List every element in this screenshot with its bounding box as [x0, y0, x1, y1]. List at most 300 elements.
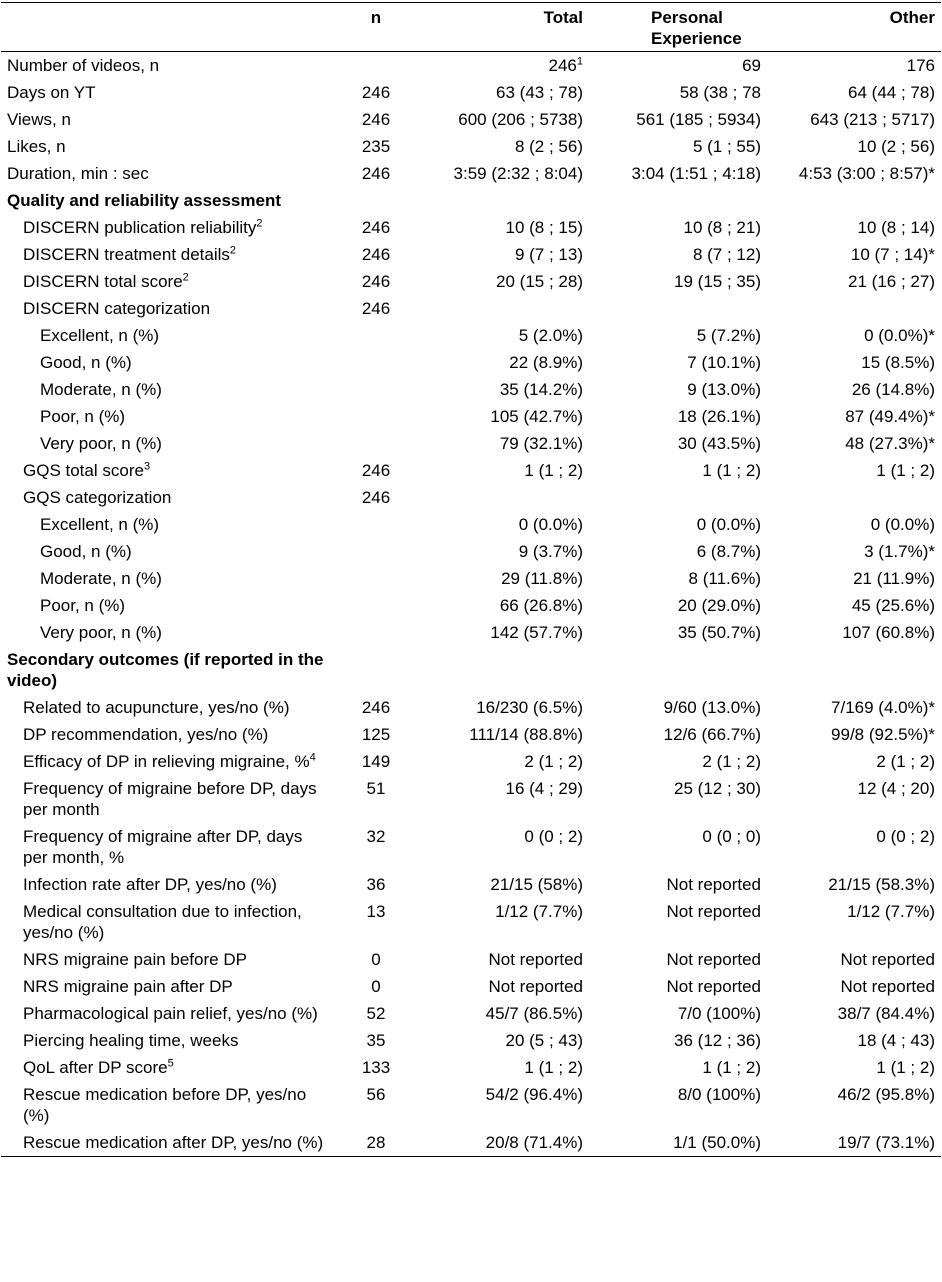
row-label-text: Good, n (%) — [40, 353, 132, 372]
cell-other — [767, 871, 941, 898]
cell-total — [419, 871, 589, 898]
cell-personal-experience — [589, 79, 767, 106]
row-label — [1, 268, 333, 295]
cell-total — [419, 106, 589, 133]
cell-n — [333, 187, 419, 214]
row-label-text: Poor, n (%) — [40, 596, 126, 615]
table-row — [1, 619, 941, 646]
table-row — [1, 1054, 941, 1081]
cell-other — [767, 1000, 941, 1027]
cell-other — [767, 430, 941, 457]
table-row — [1, 349, 941, 376]
row-label-text: DISCERN total score — [23, 272, 183, 291]
cell-total-value: 0 (0.0%) — [518, 515, 583, 534]
cell-personal-experience — [589, 538, 767, 565]
cell-personal-experience — [589, 775, 767, 823]
cell-personal-experience-value: 3:04 (1:51 ; 4:18) — [631, 164, 761, 183]
row-label — [1, 538, 333, 565]
cell-n — [333, 775, 419, 823]
cell-n — [333, 52, 419, 80]
table-row — [1, 403, 941, 430]
cell-total-value: 0 (0 ; 2) — [524, 827, 583, 846]
cell-other — [767, 748, 941, 775]
cell-personal-experience-value: 19 (15 ; 35) — [674, 272, 761, 291]
cell-other — [767, 898, 941, 946]
cell-other — [767, 1129, 941, 1157]
cell-total-value: 5 (2.0%) — [518, 326, 583, 345]
cell-total-value: 111/14 (88.8%) — [469, 725, 583, 744]
cell-total-value: 10 (8 ; 15) — [505, 218, 583, 237]
cell-personal-experience-value: 36 (12 ; 36) — [674, 1031, 761, 1050]
cell-other-value: 46/2 (95.8%) — [837, 1085, 935, 1104]
header-total: Total — [543, 8, 583, 27]
cell-other — [767, 565, 941, 592]
cell-total — [419, 1027, 589, 1054]
cell-n — [333, 322, 419, 349]
cell-personal-experience-value: 25 (12 ; 30) — [674, 779, 761, 798]
row-label-text: DP recommendation, yes/no (%) — [23, 725, 269, 744]
cell-other-value: 2 (1 ; 2) — [876, 752, 935, 771]
cell-personal-experience — [589, 376, 767, 403]
cell-n-value: 13 — [366, 902, 386, 921]
cell-other — [767, 775, 941, 823]
footnote-marker: 2 — [182, 271, 189, 284]
row-label — [1, 871, 333, 898]
cell-personal-experience-value: 18 (26.1%) — [677, 407, 761, 426]
table-row — [1, 376, 941, 403]
cell-n — [333, 898, 419, 946]
row-label — [1, 946, 333, 973]
cell-n — [333, 871, 419, 898]
cell-personal-experience — [589, 322, 767, 349]
cell-total — [419, 748, 589, 775]
cell-other — [767, 538, 941, 565]
cell-n — [333, 823, 419, 871]
row-label — [1, 214, 333, 241]
cell-total — [419, 295, 589, 322]
cell-other-value: 0 (0.0%)* — [864, 326, 935, 345]
cell-other-value: 21 (11.9%) — [853, 569, 935, 588]
cell-other-value: 99/8 (92.5%)* — [831, 725, 935, 744]
cell-n-value: 246 — [361, 83, 391, 102]
cell-n-value: 52 — [366, 1004, 386, 1023]
cell-other-value: 48 (27.3%)* — [845, 434, 935, 453]
cell-total — [419, 538, 589, 565]
cell-personal-experience-value: 9/60 (13.0%) — [663, 698, 761, 717]
cell-other-value: 21/15 (58.3%) — [828, 875, 935, 894]
cell-personal-experience-value: 35 (50.7%) — [677, 623, 761, 642]
cell-n — [333, 349, 419, 376]
row-label-text: Quality and reliability assessment — [7, 191, 282, 210]
cell-n — [333, 511, 419, 538]
cell-other — [767, 79, 941, 106]
cell-n — [333, 538, 419, 565]
cell-n — [333, 565, 419, 592]
cell-n — [333, 1000, 419, 1027]
cell-n — [333, 946, 419, 973]
header-personal-experience: Personal Experience — [651, 8, 742, 48]
cell-other-value: Not reported — [840, 950, 935, 969]
row-label-text: Duration, min : sec — [7, 164, 149, 183]
table-row — [1, 898, 941, 946]
row-label-text: DISCERN publication reliability — [23, 218, 257, 237]
row-label — [1, 241, 333, 268]
cell-other — [767, 187, 941, 214]
row-label — [1, 430, 333, 457]
cell-total — [419, 973, 589, 1000]
cell-personal-experience-value: Not reported — [666, 950, 761, 969]
cell-total — [419, 430, 589, 457]
cell-personal-experience — [589, 187, 767, 214]
table-row — [1, 538, 941, 565]
cell-n-value: 51 — [366, 779, 386, 798]
row-label-text: Infection rate after DP, yes/no (%) — [23, 875, 277, 894]
cell-total-value: 79 (32.1%) — [499, 434, 583, 453]
cell-personal-experience-value: 9 (13.0%) — [687, 380, 761, 399]
cell-total-value: 29 (11.8%) — [501, 569, 583, 588]
row-label — [1, 1000, 333, 1027]
row-label-text: Very poor, n (%) — [40, 434, 162, 453]
cell-personal-experience — [589, 1054, 767, 1081]
cell-total — [419, 187, 589, 214]
cell-n-value: 0 — [371, 977, 381, 996]
row-label-text: Secondary outcomes (if reported in the video) — [7, 650, 324, 690]
cell-personal-experience — [589, 1027, 767, 1054]
cell-n-value: 125 — [361, 725, 391, 744]
cell-n — [333, 79, 419, 106]
cell-personal-experience — [589, 871, 767, 898]
cell-n-value: 36 — [366, 875, 386, 894]
cell-personal-experience — [589, 823, 767, 871]
cell-n — [333, 214, 419, 241]
cell-total — [419, 133, 589, 160]
row-label-text: Poor, n (%) — [40, 407, 126, 426]
row-label — [1, 748, 333, 775]
cell-total — [419, 52, 589, 80]
table-row — [1, 268, 941, 295]
table-body — [1, 52, 941, 1157]
cell-n — [333, 484, 419, 511]
cell-n-value: 56 — [366, 1085, 386, 1104]
cell-other-value: 15 (8.5%) — [861, 353, 935, 372]
table-row — [1, 592, 941, 619]
cell-other-value: 12 (4 ; 20) — [857, 779, 935, 798]
cell-total-value: Not reported — [488, 977, 583, 996]
section-title — [1, 187, 333, 214]
cell-other — [767, 1054, 941, 1081]
table-row — [1, 511, 941, 538]
footnote-marker: 4 — [309, 751, 316, 764]
cell-other-value: 3 (1.7%)* — [864, 542, 935, 561]
row-label-text: Frequency of migraine before DP, days per month — [23, 779, 317, 819]
cell-total — [419, 646, 589, 694]
cell-other — [767, 349, 941, 376]
cell-personal-experience-value: 6 (8.7%) — [696, 542, 761, 561]
row-label-text: Efficacy of DP in relieving migraine, % — [23, 752, 310, 771]
cell-n — [333, 973, 419, 1000]
cell-total — [419, 1081, 589, 1129]
row-label-text: Related to acupuncture, yes/no (%) — [23, 698, 290, 717]
cell-other-value: 4:53 (3:00 ; 8:57)* — [798, 164, 935, 183]
cell-other-value: 643 (213 ; 5717) — [810, 110, 935, 129]
cell-personal-experience — [589, 484, 767, 511]
table-row — [1, 946, 941, 973]
cell-personal-experience-value: 561 (185 ; 5934) — [636, 110, 761, 129]
row-label — [1, 295, 333, 322]
footnote-marker: 3 — [143, 460, 151, 473]
cell-personal-experience — [589, 430, 767, 457]
cell-total — [419, 403, 589, 430]
row-label — [1, 898, 333, 946]
cell-total-value: 20 (5 ; 43) — [505, 1031, 583, 1050]
cell-total — [419, 79, 589, 106]
row-label — [1, 1054, 333, 1081]
cell-n-value: 246 — [361, 299, 391, 318]
cell-personal-experience — [589, 106, 767, 133]
cell-other-value: 21 (16 ; 27) — [848, 272, 935, 291]
row-label — [1, 823, 333, 871]
cell-total — [419, 898, 589, 946]
table-row — [1, 79, 941, 106]
cell-total — [419, 619, 589, 646]
cell-personal-experience — [589, 241, 767, 268]
cell-total-value: 246 — [548, 56, 577, 75]
cell-n — [333, 748, 419, 775]
cell-other — [767, 106, 941, 133]
cell-total — [419, 775, 589, 823]
cell-total-value: 1/12 (7.7%) — [495, 902, 583, 921]
cell-total — [419, 268, 589, 295]
cell-personal-experience-value: 7 (10.1%) — [687, 353, 761, 372]
cell-other — [767, 241, 941, 268]
row-label-text: QoL after DP score — [23, 1058, 168, 1077]
cell-n-value: 235 — [361, 137, 391, 156]
cell-other-value: 10 (8 ; 14) — [857, 218, 935, 237]
row-label — [1, 322, 333, 349]
cell-other-value: 45 (25.6%) — [851, 596, 935, 615]
cell-total — [419, 592, 589, 619]
row-label — [1, 106, 333, 133]
cell-total — [419, 823, 589, 871]
table-row — [1, 748, 941, 775]
cell-total-value: 9 (7 ; 13) — [514, 245, 583, 264]
cell-personal-experience-value: 5 (1 ; 55) — [692, 137, 761, 156]
cell-personal-experience — [589, 973, 767, 1000]
cell-personal-experience — [589, 565, 767, 592]
table-row — [1, 133, 941, 160]
table-row — [1, 823, 941, 871]
cell-other-value: Not reported — [840, 977, 935, 996]
row-label-text: Moderate, n (%) — [40, 380, 162, 399]
cell-personal-experience-value: 1 (1 ; 2) — [702, 461, 761, 480]
cell-personal-experience-value: 20 (29.0%) — [677, 596, 761, 615]
row-label — [1, 52, 333, 80]
cell-personal-experience-value: 8 (7 ; 12) — [692, 245, 761, 264]
row-label — [1, 511, 333, 538]
table-row — [1, 322, 941, 349]
cell-n-value: 133 — [361, 1058, 391, 1077]
cell-personal-experience — [589, 592, 767, 619]
row-label-text: Good, n (%) — [40, 542, 132, 561]
cell-total — [419, 511, 589, 538]
row-label-text: GQS categorization — [23, 488, 172, 507]
cell-other — [767, 403, 941, 430]
table-row — [1, 52, 941, 80]
row-label — [1, 1129, 333, 1157]
header-row — [1, 3, 941, 52]
table-row — [1, 1081, 941, 1129]
cell-other — [767, 268, 941, 295]
table-row — [1, 721, 941, 748]
cell-other-value: 19/7 (73.1%) — [837, 1133, 935, 1152]
cell-personal-experience — [589, 619, 767, 646]
cell-personal-experience-value: 7/0 (100%) — [677, 1004, 761, 1023]
cell-personal-experience — [589, 133, 767, 160]
table-row — [1, 457, 941, 484]
cell-other — [767, 484, 941, 511]
cell-personal-experience-value: Not reported — [666, 902, 761, 921]
cell-total — [419, 1129, 589, 1157]
cell-n — [333, 403, 419, 430]
cell-other-value: 18 (4 ; 43) — [857, 1031, 935, 1050]
cell-n-value: 149 — [361, 752, 391, 771]
cell-other-value: 1/12 (7.7%) — [847, 902, 935, 921]
cell-personal-experience-value: 10 (8 ; 21) — [683, 218, 761, 237]
cell-other-value: 10 (2 ; 56) — [857, 137, 935, 156]
cell-n-value: 246 — [361, 488, 391, 507]
cell-personal-experience — [589, 646, 767, 694]
results-table — [1, 2, 941, 1157]
table-row — [1, 106, 941, 133]
row-label-text: GQS total score — [23, 461, 144, 480]
cell-total-value: 21/15 (58%) — [490, 875, 583, 894]
cell-personal-experience — [589, 898, 767, 946]
cell-n-value: 246 — [361, 272, 391, 291]
cell-total-value: 66 (26.8%) — [499, 596, 583, 615]
cell-total — [419, 349, 589, 376]
row-label-text: NRS migraine pain before DP — [23, 950, 247, 969]
cell-other — [767, 721, 941, 748]
cell-n-value: 246 — [361, 698, 391, 717]
cell-total-value: 600 (206 ; 5738) — [458, 110, 583, 129]
table-row — [1, 295, 941, 322]
cell-total-value: 63 (43 ; 78) — [496, 83, 583, 102]
cell-n — [333, 721, 419, 748]
cell-n — [333, 430, 419, 457]
row-label-text: Excellent, n (%) — [40, 326, 160, 345]
row-label — [1, 721, 333, 748]
cell-total — [419, 484, 589, 511]
cell-other-value: 26 (14.8%) — [851, 380, 935, 399]
row-label — [1, 694, 333, 721]
cell-personal-experience — [589, 946, 767, 973]
row-label-text: Rescue medication after DP, yes/no (%) — [23, 1133, 324, 1152]
section-title — [1, 646, 333, 694]
header-other: Other — [889, 8, 935, 27]
cell-total — [419, 214, 589, 241]
row-label-text: NRS migraine pain after DP — [23, 977, 233, 996]
cell-other-value: 0 (0.0%) — [870, 515, 935, 534]
cell-total-value: 142 (57.7%) — [490, 623, 583, 642]
row-label — [1, 133, 333, 160]
cell-n — [333, 1129, 419, 1157]
cell-n — [333, 295, 419, 322]
cell-other-value: 10 (7 ; 14)* — [850, 245, 935, 264]
cell-n — [333, 646, 419, 694]
cell-total-value: 20 (15 ; 28) — [496, 272, 583, 291]
cell-personal-experience — [589, 214, 767, 241]
cell-personal-experience — [589, 1000, 767, 1027]
cell-personal-experience — [589, 1129, 767, 1157]
footnote-marker: 5 — [167, 1057, 174, 1070]
cell-other — [767, 295, 941, 322]
cell-n — [333, 133, 419, 160]
cell-total — [419, 1054, 589, 1081]
cell-other-value: 7/169 (4.0%)* — [831, 698, 935, 717]
row-label — [1, 457, 333, 484]
cell-personal-experience — [589, 403, 767, 430]
cell-other — [767, 1081, 941, 1129]
cell-total-value: Not reported — [488, 950, 583, 969]
cell-n-value: 246 — [361, 110, 391, 129]
cell-total — [419, 376, 589, 403]
cell-total-value: 16 (4 ; 29) — [505, 779, 583, 798]
row-label — [1, 619, 333, 646]
cell-total — [419, 160, 589, 187]
cell-personal-experience — [589, 748, 767, 775]
cell-personal-experience-value: Not reported — [666, 875, 761, 894]
cell-personal-experience — [589, 295, 767, 322]
row-label — [1, 349, 333, 376]
cell-other — [767, 946, 941, 973]
cell-n-value: 246 — [361, 164, 391, 183]
cell-personal-experience-value: 0 (0.0%) — [696, 515, 761, 534]
cell-n — [333, 1054, 419, 1081]
cell-personal-experience — [589, 268, 767, 295]
cell-other — [767, 52, 941, 80]
table-row — [1, 973, 941, 1000]
cell-personal-experience — [589, 52, 767, 80]
cell-total — [419, 721, 589, 748]
cell-total-value: 54/2 (96.4%) — [485, 1085, 583, 1104]
table-row — [1, 565, 941, 592]
cell-total-value: 3:59 (2:32 ; 8:04) — [453, 164, 583, 183]
row-label — [1, 565, 333, 592]
cell-other-value: 1 (1 ; 2) — [876, 461, 935, 480]
row-label-text: Very poor, n (%) — [40, 623, 162, 642]
row-label — [1, 775, 333, 823]
row-label-text: Excellent, n (%) — [40, 515, 160, 534]
cell-personal-experience-value: 8 (11.6%) — [688, 569, 761, 588]
cell-personal-experience — [589, 511, 767, 538]
cell-personal-experience — [589, 694, 767, 721]
row-label-text: Frequency of migraine after DP, days per month, % — [23, 827, 303, 867]
cell-personal-experience — [589, 721, 767, 748]
cell-other-value: 87 (49.4%)* — [845, 407, 935, 426]
cell-other-value: 64 (44 ; 78) — [848, 83, 935, 102]
cell-total-value: 22 (8.9%) — [509, 353, 583, 372]
row-label — [1, 973, 333, 1000]
cell-n-value: 246 — [361, 245, 391, 264]
cell-total — [419, 322, 589, 349]
row-label-text: Views, n — [7, 110, 71, 129]
cell-other-value: 1 (1 ; 2) — [876, 1058, 935, 1077]
header-label — [1, 3, 333, 52]
cell-n — [333, 241, 419, 268]
table-row — [1, 1000, 941, 1027]
row-label — [1, 484, 333, 511]
cell-n — [333, 694, 419, 721]
